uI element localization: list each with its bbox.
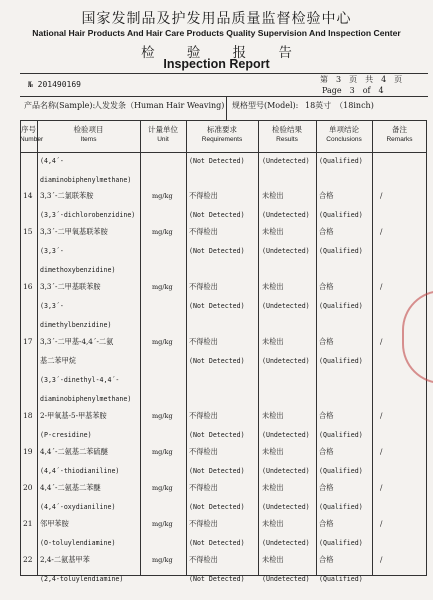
column-header [37, 125, 140, 145]
product-top-rule [20, 96, 428, 97]
requirement-en: (Not Detected) [189, 357, 245, 365]
item-line: (3,3´-dinethyl-4,4´- [40, 376, 120, 384]
model-value: 18英寸 （18inch) [305, 101, 374, 110]
conclusion-en: (Qualified) [319, 302, 363, 310]
result-cn: 未检出 [262, 483, 284, 492]
page-indicator-en: Page 3 of 4 [322, 86, 384, 95]
conclusion-cn: 合格 [319, 227, 334, 236]
remark: / [380, 411, 383, 420]
column-header [140, 125, 186, 145]
conclusion-cn: 合格 [319, 337, 334, 346]
result-en: (Undetected) [262, 575, 310, 583]
row-number: 16 [23, 282, 33, 291]
conclusion-cn: 合格 [319, 519, 334, 528]
requirement-en: (Not Detected) [189, 431, 245, 439]
unit: mg/kg [152, 520, 173, 528]
item-line: 4,4´-二氨基二苯硫醚 [40, 447, 108, 456]
row-number: 18 [23, 411, 33, 420]
result-en: (Undetected) [262, 302, 310, 310]
row-number: 21 [23, 519, 33, 528]
column-header-cn: 备注 [392, 125, 407, 134]
column-divider [186, 120, 187, 576]
item-line: (3,3´- [40, 247, 64, 255]
product-name-label: 产品名称(Sample): [24, 101, 96, 110]
item-line: (4,4´-oxydianiline) [40, 503, 116, 511]
result-en: (Undetected) [262, 247, 310, 255]
conclusion-en: (Qualified) [319, 503, 363, 511]
result-en: (Undetected) [262, 431, 310, 439]
report-number: № 201490169 [28, 80, 81, 89]
column-header-cn: 检验结果 [272, 125, 302, 134]
conclusion-en: (Qualified) [319, 539, 363, 547]
item-line: dimethoxybenzidine) [40, 266, 116, 274]
item-line: (4,4´-thiodianiline) [40, 467, 120, 475]
item-line: 2-甲氧基-5-甲基苯胺 [40, 411, 107, 420]
unit: mg/kg [152, 228, 173, 236]
remark: / [380, 191, 383, 200]
item-line: 3,3´-二甲基-4,4´-二氨 [40, 337, 114, 346]
column-divider [316, 120, 317, 576]
result-cn: 未检出 [262, 519, 284, 528]
item-line: 3,3´-二甲基联苯胺 [40, 282, 101, 291]
row-number: 14 [23, 191, 33, 200]
result-cn: 未检出 [262, 282, 284, 291]
remark: / [380, 447, 383, 456]
result-en: (Undetected) [262, 211, 310, 219]
row-number: 19 [23, 447, 33, 456]
requirement-en: (Not Detected) [189, 539, 245, 547]
unit: mg/kg [152, 484, 173, 492]
column-header-en: Items [80, 136, 97, 143]
product-divider [226, 96, 227, 120]
item-line: diaminobiphenylmethane) [40, 395, 132, 403]
conclusion-cn: 合格 [319, 483, 334, 492]
column-header [372, 125, 427, 145]
requirement-cn: 不得检出 [189, 555, 218, 564]
report-title-en: Inspection Report [163, 57, 270, 71]
requirement-en: (Not Detected) [189, 302, 245, 310]
header-rule [20, 152, 427, 153]
requirement-cn: 不得检出 [189, 227, 218, 236]
continued-item-line: (4,4´- [40, 157, 64, 165]
row-number: 17 [23, 337, 33, 346]
result-cn: 未检出 [262, 227, 284, 236]
remark: / [380, 483, 383, 492]
report-title-cn: 检 验 报 告 [141, 45, 306, 61]
requirement-en: (Not Detected) [189, 467, 245, 475]
conclusion-en: (Qualified) [319, 431, 363, 439]
item-line: (2,4-toluylendiamine) [40, 575, 124, 583]
conclusion-cn: 合格 [319, 282, 334, 291]
requirement-cn: 不得检出 [189, 447, 218, 456]
column-header [258, 125, 316, 145]
conclusion-en: (Qualified) [319, 247, 363, 255]
result-cn: 未检出 [262, 337, 284, 346]
requirement-cn: 不得检出 [189, 519, 218, 528]
column-header [316, 125, 372, 145]
column-header-cn: 序号 [21, 125, 36, 134]
model-label: 规格型号(Model): [232, 101, 299, 110]
center-title-en: National Hair Products And Hair Care Products Quality Supervision And Inspection Center [32, 28, 401, 38]
item-line: dimethylbenzidine) [40, 321, 112, 329]
item-line: 3,3´-二氯联苯胺 [40, 191, 94, 200]
item-line: 邻甲苯胺 [40, 519, 69, 528]
requirement-cn: 不得检出 [189, 337, 218, 346]
column-header-cn: 检验项目 [73, 125, 104, 134]
column-header-en: Conclusions [326, 136, 362, 143]
column-header-en: Results [276, 136, 298, 143]
item-line: 4,4´-二氨基二苯醚 [40, 483, 101, 492]
result-cn: 未检出 [262, 555, 284, 564]
remark: / [380, 337, 383, 346]
result-en: (Undetected) [262, 467, 310, 475]
result-en: (Undetected) [262, 157, 310, 165]
column-header-en: Requirements [201, 136, 243, 143]
conclusion-en: (Qualified) [319, 157, 363, 165]
column-header-en: Unit [157, 136, 169, 143]
requirement-cn: 不得检出 [189, 483, 218, 492]
conclusion-cn: 合格 [319, 447, 334, 456]
unit: mg/kg [152, 412, 173, 420]
remark: / [380, 282, 383, 291]
item-line: 基二苯甲烷 [40, 356, 76, 365]
column-divider [37, 120, 38, 576]
requirement-en: (Not Detected) [189, 575, 245, 583]
column-header-en: Remarks [386, 136, 413, 143]
result-cn: 未检出 [262, 191, 284, 200]
result-cn: 未检出 [262, 411, 284, 420]
item-line: (3,3´- [40, 302, 64, 310]
conclusion-en: (Qualified) [319, 357, 363, 365]
column-header [186, 125, 258, 145]
conclusion-cn: 合格 [319, 555, 334, 564]
requirement-cn: 不得检出 [189, 282, 218, 291]
column-header-cn: 计量单位 [148, 125, 178, 134]
row-number: 22 [23, 555, 33, 564]
column-divider [372, 120, 373, 576]
item-line: (3,3´-dichlorobenzidine) [40, 211, 136, 219]
item-line: (O-toluylendiamine) [40, 539, 116, 547]
result-en: (Undetected) [262, 503, 310, 511]
product-name-value: 人发发条（Human Hair Weaving) [94, 101, 225, 110]
page-indicator-cn: 第 3 页 共 4 页 [320, 75, 403, 84]
continued-item-line: diaminobiphenylmethane) [40, 176, 132, 184]
row-number: 15 [23, 227, 33, 236]
column-header-cn: 单项结论 [329, 125, 359, 134]
conclusion-en: (Qualified) [319, 211, 363, 219]
requirement-en: (Not Detected) [189, 503, 245, 511]
column-header-cn: 标准要求 [207, 125, 237, 134]
result-en: (Undetected) [262, 539, 310, 547]
center-title-cn: 国家发制品及护发用品质量监督检验中心 [81, 11, 352, 27]
item-line: 2,4-二氨基甲苯 [40, 555, 90, 564]
remark: / [380, 227, 383, 236]
conclusion-en: (Qualified) [319, 575, 363, 583]
requirement-en: (Not Detected) [189, 211, 245, 219]
unit: mg/kg [152, 338, 173, 346]
requirement-en: (Not Detected) [189, 157, 245, 165]
unit: mg/kg [152, 448, 173, 456]
item-line: 3,3´-二甲氧基联苯胺 [40, 227, 108, 236]
column-header [20, 125, 44, 145]
item-line: (P-cresidine) [40, 431, 92, 439]
conclusion-cn: 合格 [319, 191, 334, 200]
column-header-en: Number [20, 136, 44, 143]
conclusion-cn: 合格 [319, 411, 334, 420]
unit: mg/kg [152, 192, 173, 200]
remark: / [380, 555, 383, 564]
requirement-en: (Not Detected) [189, 247, 245, 255]
row-number: 20 [23, 483, 33, 492]
requirement-cn: 不得检出 [189, 411, 218, 420]
result-cn: 未检出 [262, 447, 284, 456]
column-divider [140, 120, 141, 576]
unit: mg/kg [152, 556, 173, 564]
remark: / [380, 519, 383, 528]
requirement-cn: 不得检出 [189, 191, 218, 200]
conclusion-en: (Qualified) [319, 467, 363, 475]
unit: mg/kg [152, 283, 173, 291]
column-divider [258, 120, 259, 576]
result-en: (Undetected) [262, 357, 310, 365]
